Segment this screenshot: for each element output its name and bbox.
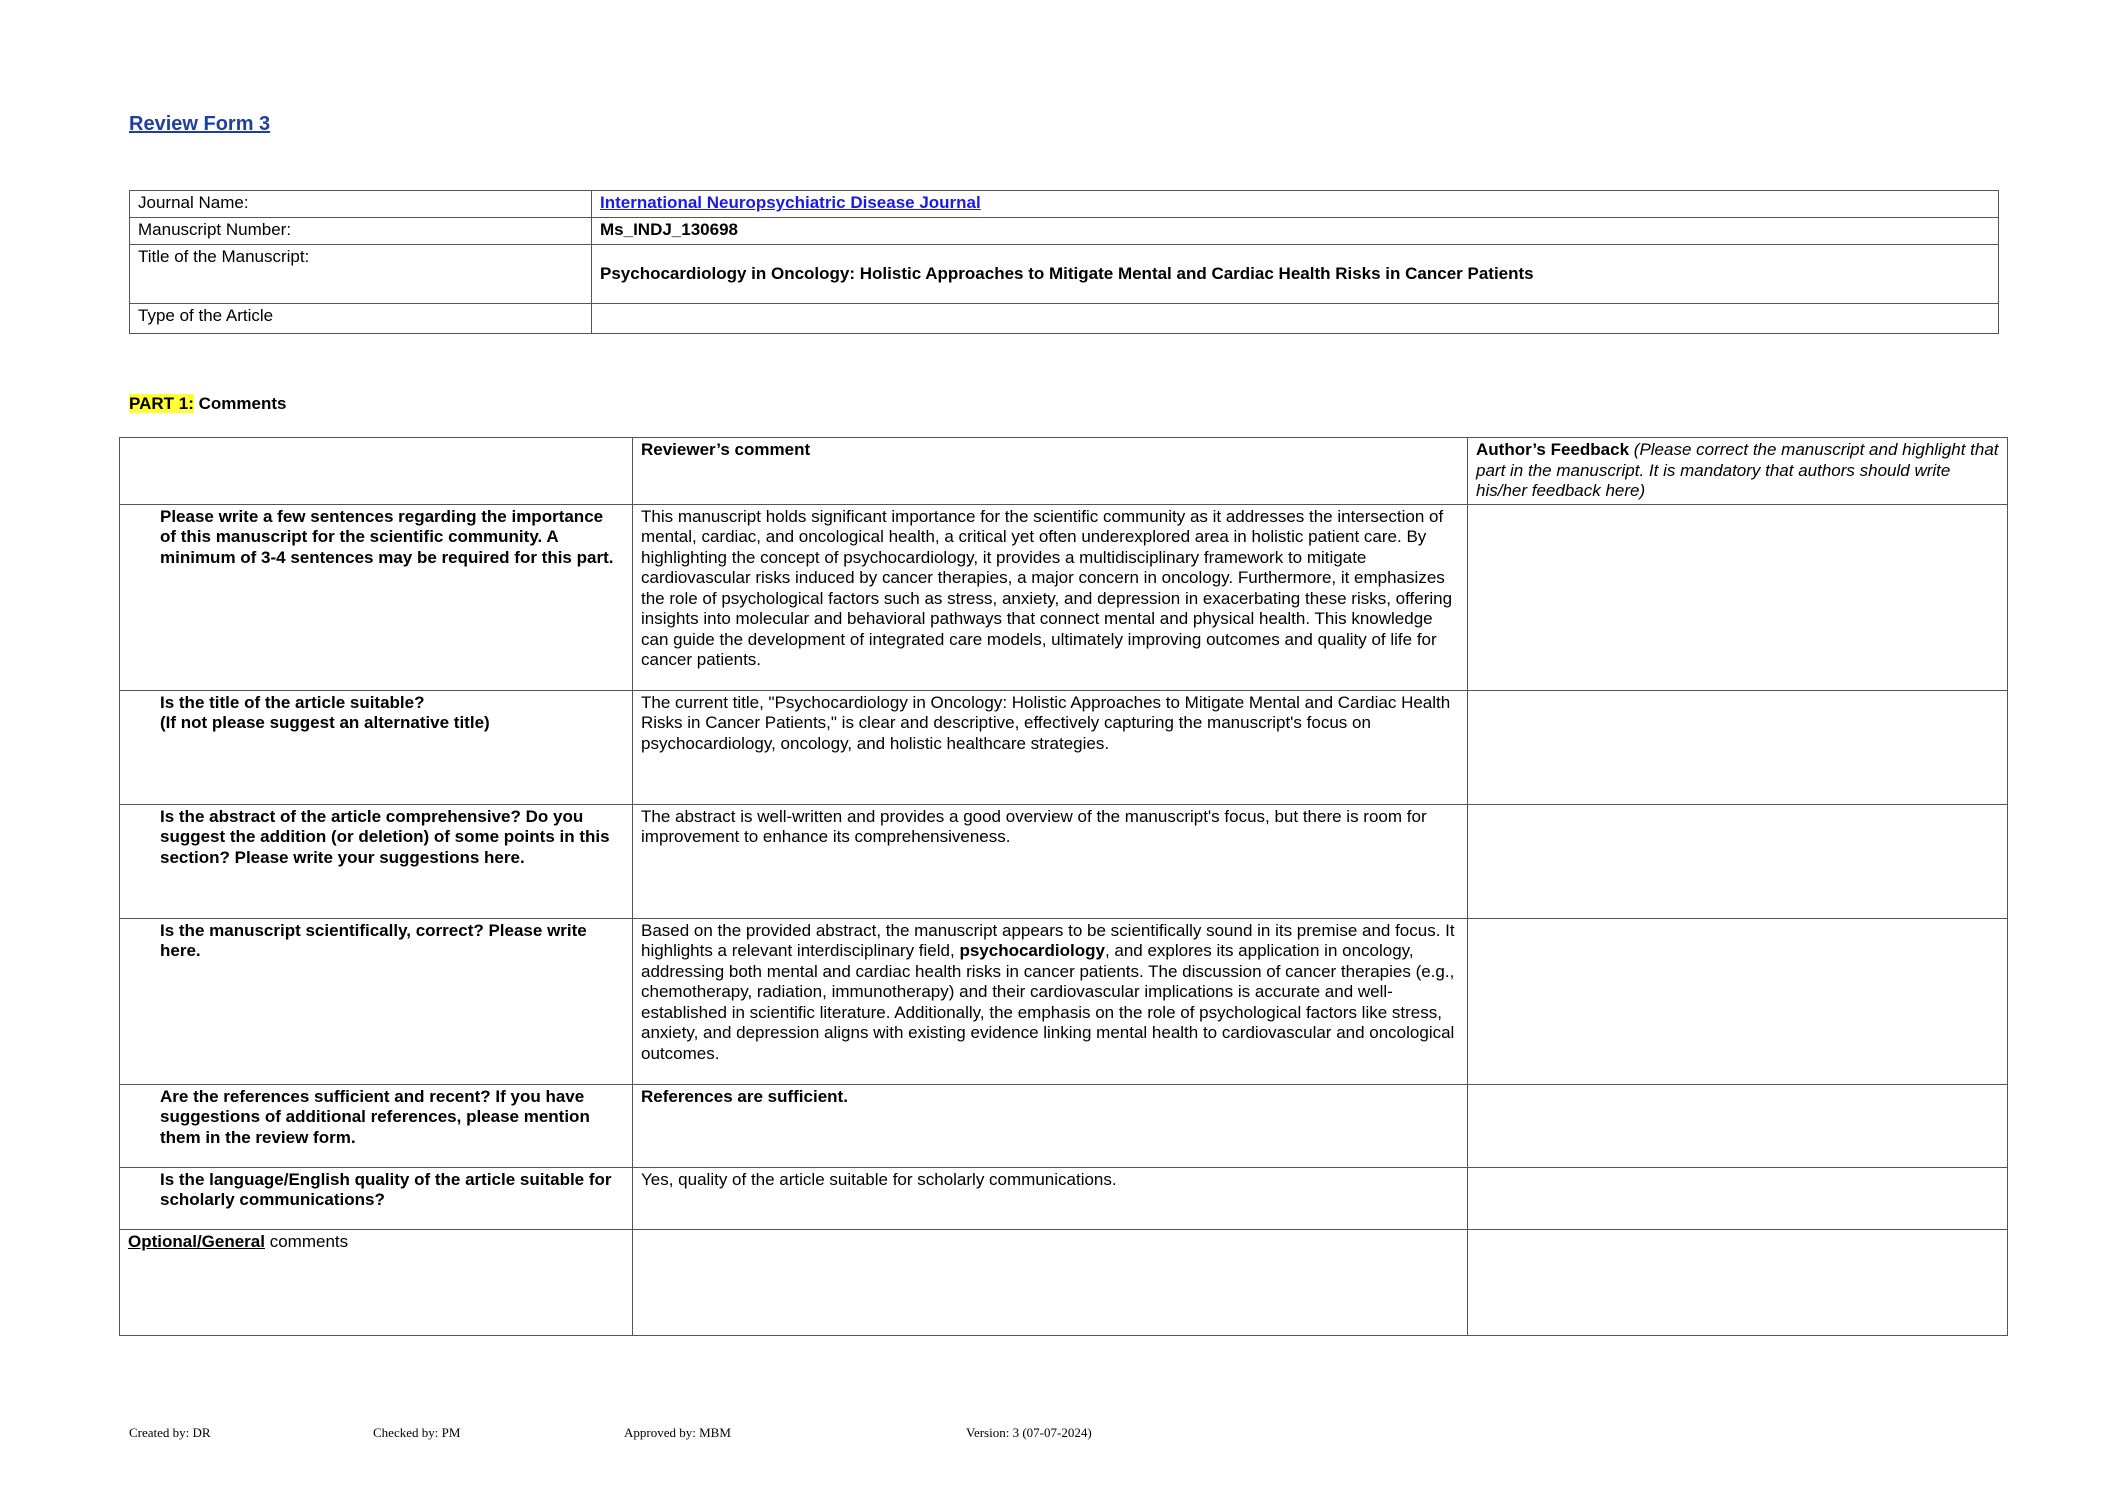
optional-author-feedback[interactable]: [1468, 1229, 2008, 1335]
question: Is the language/English quality of the article suitable for scholarly communications?: [120, 1167, 633, 1229]
header-author: [1468, 438, 2008, 505]
header-author-label: Author’s Feedback: [1476, 440, 1630, 459]
author-feedback[interactable]: [1468, 1084, 2008, 1167]
article-type-label: Type of the Article: [130, 304, 592, 334]
part-title: Comments: [198, 394, 287, 413]
table-row: [120, 804, 2008, 918]
part-label: PART 1:: [129, 394, 194, 413]
table-row: [120, 1084, 2008, 1167]
question: Please write a few sentences regarding the importance of this manuscript for the scientific community. A minimum of 3-4 sentences may be required for this part.: [120, 504, 633, 690]
author-feedback[interactable]: [1468, 690, 2008, 804]
author-feedback[interactable]: [1468, 918, 2008, 1084]
comments-table: [119, 437, 2008, 1336]
journal-link[interactable]: International Neuropsychiatric Disease Journal: [600, 193, 981, 212]
comment-bold: psychocardiology: [959, 941, 1105, 960]
reviewer-comment: The current title, "Psychocardiology in Oncology: Holistic Approaches to Mitigate Mental and Cardiac Health Risks in Cancer Patients," is clear and descriptive, effectively capturing the manuscript's focus on psychocardiology, oncology, and holistic healthcare strategies.: [633, 690, 1468, 804]
question: Is the manuscript scientifically, correct? Please write here.: [120, 918, 633, 1084]
footer-created: Created by: DR: [129, 1425, 211, 1440]
header-empty: [120, 438, 633, 505]
comment-text: , and explores its application in oncology, addressing both mental and cardiac health risks in cancer patients. The discussion of cancer therapies (e.g., chemotherapy, radiation, immunotherapy) and their cardiovascular implications is accurate and well-established in scientific literature. Additionally, the emphasis on the role of psychological factors like stress, anxiety, and depression aligns with existing evidence linking mental health to cardiovascular and oncological outcomes.: [641, 941, 1455, 1063]
part-heading: [129, 394, 286, 414]
header-reviewer: Reviewer’s comment: [633, 438, 1468, 505]
author-feedback[interactable]: [1468, 504, 2008, 690]
reviewer-comment: This manuscript holds significant importance for the scientific community as it addresses the intersection of mental, cardiac, and oncological health, a critical yet often underexplored area in holistic patient care. By highlighting the concept of psychocardiology, it provides a multidisciplinary framework to mitigate cardiovascular risks induced by cancer therapies, a major concern in oncology. Furthermore, it emphasizes the role of psychological factors such as stress, anxiety, and depression in exacerbating these risks, offering insights into molecular and behavioral pathways that connect mental and physical health. This knowledge can guide the development of integrated care models, ultimately improving outcomes and quality of life for cancer patients.: [633, 504, 1468, 690]
author-feedback[interactable]: [1468, 1167, 2008, 1229]
reviewer-comment: References are sufficient.: [633, 1084, 1468, 1167]
header-author-note: (Please correct the manuscript and highlight that part in the manuscript. It is mandatory that authors should write his/her feedback here): [1476, 440, 1999, 500]
question: Is the abstract of the article comprehensive? Do you suggest the addition (or deletion) of some points in this section? Please write your suggestions here.: [120, 804, 633, 918]
footer-checked: Checked by: PM: [373, 1425, 461, 1440]
table-row: [120, 918, 2008, 1084]
question: Are the references sufficient and recent? If you have suggestions of additional references, please mention them in the review form.: [120, 1084, 633, 1167]
comment-text: Based on the provided abstract, the manuscript appears to be scientifically sound in its premise and focus. It highlights a relevant interdisciplinary field,: [641, 920, 1455, 960]
article-type-value[interactable]: [592, 304, 1999, 334]
reviewer-comment: [633, 918, 1468, 1084]
ms-number-label: Manuscript Number:: [130, 218, 592, 245]
ms-title-value: Psychocardiology in Oncology: Holistic Approaches to Mitigate Mental and Cardiac Health Risks in Cancer Patients: [592, 245, 1999, 304]
footer-version: Version: 3 (07-07-2024): [966, 1425, 1092, 1440]
optional-label: Optional/General: [128, 1231, 265, 1251]
reviewer-comment: The abstract is well-written and provides a good overview of the manuscript's focus, but there is room for improvement to enhance its comprehensiveness.: [633, 804, 1468, 918]
journal-label: Journal Name:: [130, 191, 592, 218]
footer-approved: Approved by: MBM: [624, 1425, 731, 1440]
form-title[interactable]: Review Form 3: [129, 113, 271, 135]
optional-comments-label: [120, 1229, 633, 1335]
table-row: [120, 1229, 2008, 1335]
manuscript-info-table: [129, 190, 1999, 334]
optional-reviewer-comment[interactable]: [633, 1229, 1468, 1335]
ms-title-label: Title of the Manuscript:: [130, 245, 592, 304]
reviewer-comment: Yes, quality of the article suitable for scholarly communications.: [633, 1167, 1468, 1229]
table-row: [120, 504, 2008, 690]
author-feedback[interactable]: [1468, 804, 2008, 918]
question: Is the title of the article suitable? (If not please suggest an alternative title): [120, 690, 633, 804]
table-row: [120, 1167, 2008, 1229]
optional-suffix: comments: [264, 1231, 349, 1251]
table-row: [120, 690, 2008, 804]
ms-number-value: Ms_INDJ_130698: [592, 218, 1999, 245]
